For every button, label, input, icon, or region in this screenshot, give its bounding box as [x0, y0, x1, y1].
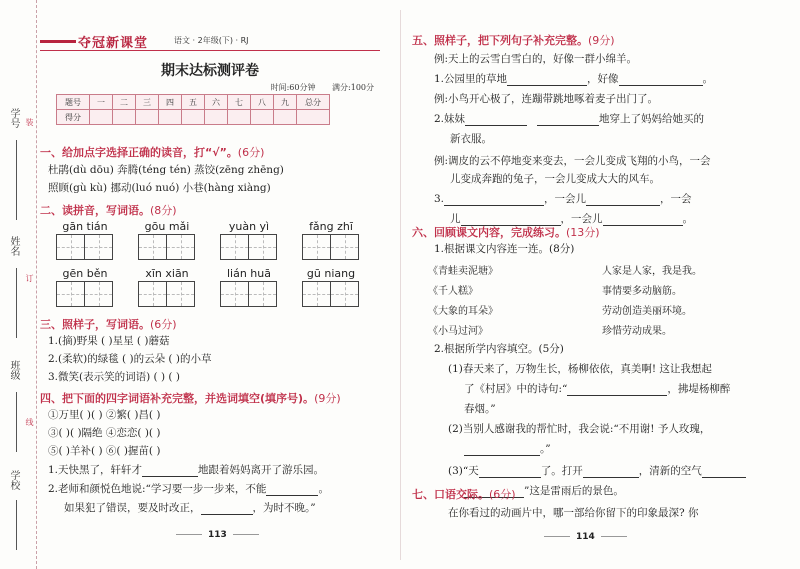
section-5-question-3-cont: 儿 ，一会儿 。 — [450, 213, 693, 225]
section-6-q1: 1.根据课文内容连一连。(8分) — [434, 243, 575, 255]
section-4-line: ①万里( )( ) ②繁( )昌( ) — [48, 409, 161, 421]
score-row-label: 得分 — [57, 110, 90, 125]
section-4-question-1: 1.天快黑了，轩轩才 地跟着妈妈离开了游乐园。 — [48, 464, 325, 476]
section-4-line: ③( )( )隔绝 ④恋恋( )( ) — [48, 427, 161, 439]
answer-blank[interactable] — [537, 125, 599, 126]
exam-title: 期末达标测评卷 — [161, 63, 259, 79]
section-3-line: 3.微笑(表示笑的词语) ( ) ( ) — [48, 371, 180, 383]
score-cell[interactable] — [274, 110, 297, 125]
match-right-item[interactable]: 珍惜劳动成果。 — [602, 326, 672, 337]
score-header-cell: 二 — [113, 95, 136, 110]
pinyin-cell: fǎng zhī — [302, 220, 360, 260]
right-page — [412, 22, 792, 562]
answer-blank[interactable] — [444, 205, 544, 206]
score-cell[interactable] — [90, 110, 113, 125]
section-6-q2-1-end: 春烟。” — [464, 403, 496, 415]
section-4-line: ⑤( )羊补( ) ⑥( )握苗( ) — [48, 445, 161, 457]
section-5-question-3: 3. ，一会儿 ，一会 — [434, 193, 692, 205]
section-3-title: 三、照样子，写词语。(6分) — [40, 318, 177, 331]
pinyin-row — [56, 267, 360, 307]
writing-box[interactable] — [331, 234, 359, 260]
section-1-line: 杜鹃(dù dōu) 奔腾(téng tén) 蒸饺(zēng zhēng) — [48, 164, 284, 176]
page-number-right: 114 — [538, 532, 633, 542]
pinyin-cell: gōu mǎi — [138, 220, 196, 260]
pinyin-cell: gān tián — [56, 220, 114, 260]
section-6-q2-3-cont: ”这是雷雨后的景色。 — [464, 484, 624, 498]
writing-box[interactable] — [85, 234, 113, 260]
brand-logo: 夺冠新课堂 — [78, 36, 149, 51]
page-divider — [400, 10, 401, 560]
answer-blank[interactable] — [567, 395, 667, 396]
writing-box[interactable] — [167, 281, 195, 307]
section-5-example: 例:小鸟开心极了，连蹦带跳地啄着麦子出门了。 — [434, 93, 659, 105]
answer-blank[interactable] — [142, 476, 198, 477]
match-right-item[interactable]: 人家是人家，我是我。 — [602, 266, 702, 277]
score-cell[interactable] — [159, 110, 182, 125]
section-5-title: 五、照样子，把下列句子补充完整。(9分) — [412, 34, 615, 47]
pinyin-row — [56, 220, 360, 260]
binding-label-name: 姓名 — [8, 236, 19, 256]
score-header-cell: 九 — [274, 95, 297, 110]
answer-blank[interactable] — [583, 477, 639, 478]
section-5-example-cont: 儿变成奔跑的兔子，一会儿变成大大的风车。 — [450, 173, 660, 185]
section-5-example: 例:调皮的云不停地变来变去，一会儿变成飞翔的小鸟，一会 — [434, 155, 711, 167]
score-header-cell: 七 — [228, 95, 251, 110]
match-left-item[interactable]: 《大象的耳朵》 — [428, 306, 498, 317]
score-table-score-row — [57, 110, 330, 125]
brand-deco — [40, 40, 76, 43]
binding-tag: 订 — [25, 274, 34, 282]
score-header-cell: 六 — [205, 95, 228, 110]
writing-box[interactable] — [85, 281, 113, 307]
section-5-question-1: 1.公园里的草地 ，好像 。 — [434, 73, 714, 85]
score-table — [56, 94, 330, 125]
binding-line — [16, 392, 17, 452]
section-6-title: 六、回顾课文内容，完成练习。(13分) — [412, 226, 600, 239]
answer-blank[interactable] — [201, 514, 253, 515]
left-page — [40, 22, 390, 562]
exam-meta — [257, 82, 374, 93]
writing-box[interactable] — [302, 234, 331, 260]
score-cell[interactable] — [297, 110, 330, 125]
score-cell[interactable] — [228, 110, 251, 125]
score-header-cell: 八 — [251, 95, 274, 110]
score-header-cell: 三 — [136, 95, 159, 110]
match-right-item[interactable]: 事情要多动脑筋。 — [602, 286, 682, 297]
binding-label-school: 学校 — [8, 470, 19, 490]
match-left-item[interactable]: 《小马过河》 — [428, 326, 488, 337]
section-7-title: 七、口语交际。(6分) — [412, 488, 516, 501]
answer-blank[interactable] — [464, 455, 540, 456]
match-left-item[interactable]: 《千人糕》 — [428, 286, 478, 297]
exam-full-score: 满分:100分 — [332, 83, 374, 92]
answer-blank[interactable] — [586, 205, 660, 206]
answer-blank[interactable] — [479, 477, 541, 478]
section-6-q2: 2.根据所学内容填空。(5分) — [434, 343, 564, 355]
score-cell[interactable] — [136, 110, 159, 125]
score-cell[interactable] — [182, 110, 205, 125]
binding-label-student-id: 学号 — [8, 108, 19, 128]
section-3-line: 2.(柔软)的绿毯 ( )的云朵 ( )的小草 — [48, 353, 212, 365]
section-4-title: 四、把下面的四字词语补充完整，并选词填空(填序号)。(9分) — [40, 392, 341, 405]
pinyin-cell: lián huā — [220, 267, 278, 307]
pinyin-cell: gēn běn — [56, 267, 114, 307]
section-4-question-2-cont: 如果犯了错误，要及时改正， ，为时不晚。” — [64, 502, 316, 514]
binding-line — [16, 140, 17, 220]
score-table-header-row — [57, 95, 330, 110]
section-6-q2-1: (1)春天来了，万物生长，杨柳依依，真美啊! 这让我想起 — [448, 363, 712, 375]
writing-box[interactable] — [331, 281, 359, 307]
answer-blank[interactable] — [507, 85, 587, 86]
section-5-question-2: 2.妹妹 地穿上了妈妈给她买的 — [434, 113, 705, 125]
writing-box[interactable] — [138, 281, 167, 307]
writing-box[interactable] — [56, 281, 85, 307]
section-6-q2-1-cont: 了《村居》中的诗句:“ ，拂堤杨柳醉 — [464, 383, 731, 395]
section-5-question-2-cont: 新衣服。 — [450, 133, 492, 145]
writing-box[interactable] — [249, 234, 277, 260]
section-3-line: 1.(摘)野果 ( )星星 ( )蘑菇 — [48, 335, 170, 347]
brand-bar — [40, 32, 380, 51]
binding-tag: 装 — [25, 118, 34, 126]
score-header-cell: 四 — [159, 95, 182, 110]
writing-box[interactable] — [302, 281, 331, 307]
match-left-item[interactable]: 《青蛙卖泥塘》 — [428, 266, 498, 277]
section-2-title: 二、读拼音，写词语。(8分) — [40, 204, 177, 217]
match-right-item[interactable]: 劳动创造美丽环境。 — [602, 306, 692, 317]
section-4-question-2: 2.老师和颜悦色地说:“学习要一步一步来，不能 。 — [48, 483, 329, 495]
exam-time: 时间:60分钟 — [270, 83, 316, 92]
binding-tag: 线 — [25, 418, 34, 426]
section-5-example: 例:天上的云雪白雪白的，好像一群小绵羊。 — [434, 53, 638, 65]
score-header-cell: 一 — [90, 95, 113, 110]
score-cell[interactable] — [205, 110, 228, 125]
section-7-line: 在你看过的动画片中，哪一部给你留下的印象最深? 你 — [448, 507, 699, 519]
binding-margin — [0, 0, 37, 569]
binding-label-class: 班级 — [8, 360, 19, 380]
writing-box[interactable] — [167, 234, 195, 260]
pinyin-cell: gū niang — [302, 267, 360, 307]
brand-subtitle: 语文 · 2年级(下) · RJ — [174, 36, 249, 45]
binding-line — [16, 500, 17, 550]
answer-blank[interactable] — [702, 477, 746, 478]
writing-box[interactable] — [220, 234, 249, 260]
writing-box[interactable] — [249, 281, 277, 307]
answer-blank[interactable] — [619, 85, 703, 86]
section-6-q2-3: (3)“天 了。打开 ，清新的空气 — [448, 464, 746, 478]
answer-blank[interactable] — [603, 225, 683, 226]
section-1-title: 一、给加点字选择正确的读音，打“√”。(6分) — [40, 146, 265, 159]
section-1-line: 照顾(gù kù) 挪动(luó nuó) 小巷(hàng xiàng) — [48, 182, 271, 194]
score-cell[interactable] — [113, 110, 136, 125]
answer-blank[interactable] — [266, 495, 318, 496]
pinyin-cell: xīn xiān — [138, 267, 196, 307]
writing-box[interactable] — [220, 281, 249, 307]
page-number-left: 113 — [170, 530, 265, 540]
score-header-cell: 五 — [182, 95, 205, 110]
pinyin-cell: yuàn yì — [220, 220, 278, 260]
binding-line — [16, 268, 17, 338]
score-header-cell: 总分 — [297, 95, 330, 110]
answer-blank[interactable] — [465, 125, 527, 126]
score-cell[interactable] — [251, 110, 274, 125]
writing-box[interactable] — [138, 234, 167, 260]
section-6-q2-2-cont: 。” — [464, 442, 551, 456]
score-header-cell: 题号 — [57, 95, 90, 110]
section-6-q2-2: (2)当别人感谢我的帮忙时，我会说:“不用谢! 予人玫瑰， — [448, 423, 711, 435]
writing-box[interactable] — [56, 234, 85, 260]
